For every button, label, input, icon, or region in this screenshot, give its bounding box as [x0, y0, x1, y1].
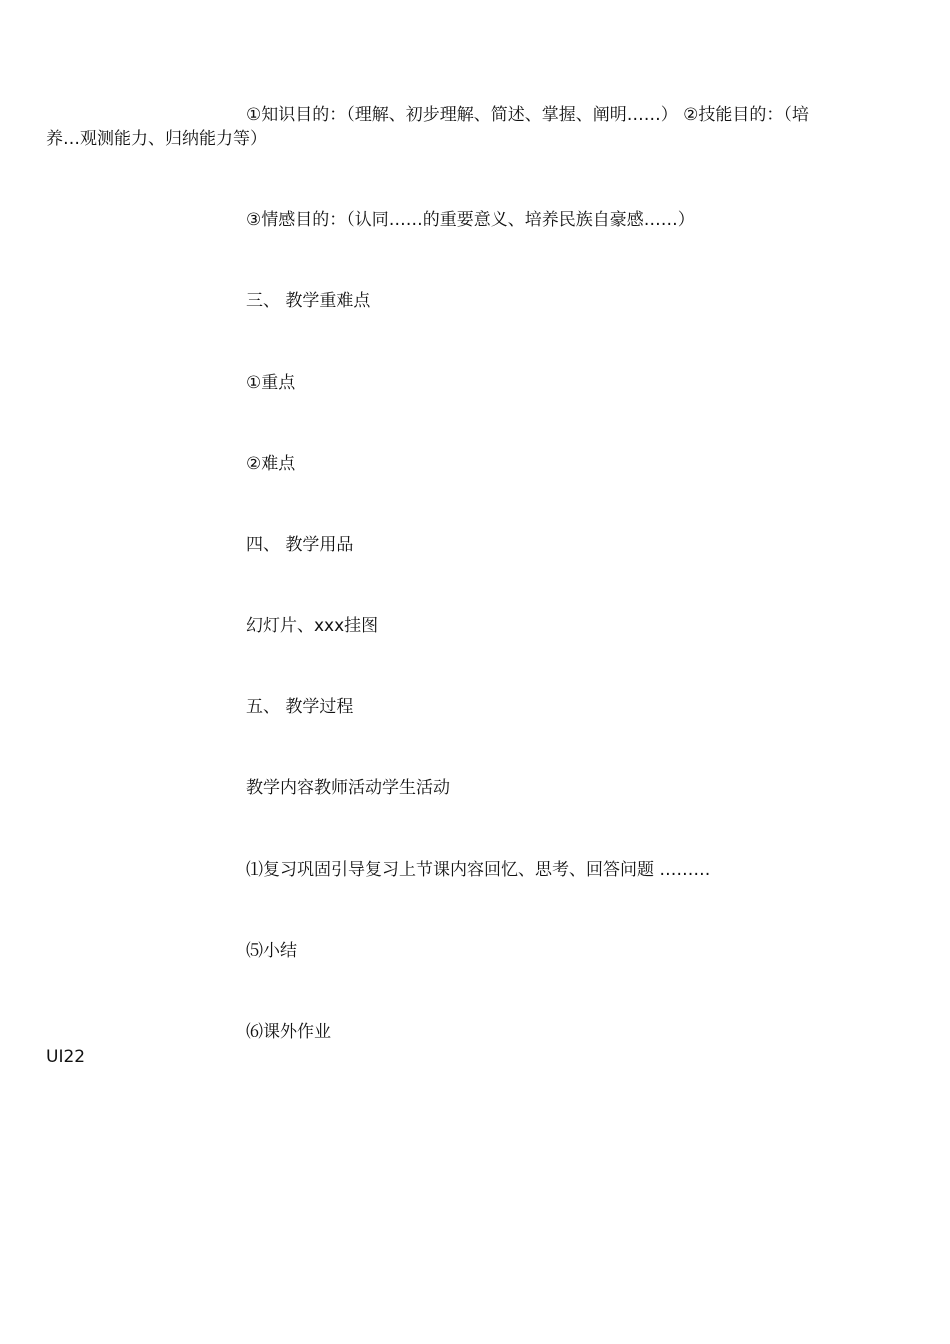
process-step-6: ⑹课外作业 — [246, 1022, 331, 1042]
materials-text: 幻灯片、xxx挂图 — [246, 616, 379, 636]
key-point-item: ①重点 — [246, 373, 296, 393]
objectives-line-1: ①知识目的：（理解、初步理解、简述、掌握、阐明……） ②技能目的：（培 — [246, 105, 809, 125]
difficult-point-item: ②难点 — [246, 454, 296, 474]
footer-code: UI22 — [46, 1047, 86, 1067]
objectives-line-2: 养…观测能力、归纳能力等） — [46, 129, 267, 149]
section-3-heading: 三、 教学重难点 — [246, 291, 371, 311]
process-step-5: ⑸小结 — [246, 941, 297, 961]
section-5-heading: 五、 教学过程 — [246, 697, 354, 717]
process-columns-text: 教学内容教师活动学生活动 — [246, 778, 450, 798]
section-4-heading: 四、 教学用品 — [246, 535, 354, 555]
emotion-objective: ③情感目的：（认同……的重要意义、培养民族自豪感……） — [246, 210, 695, 230]
process-step-1: ⑴复习巩固引导复习上节课内容回忆、思考、回答问题 ……… — [246, 860, 711, 880]
objectives-paragraph — [46, 103, 886, 151]
